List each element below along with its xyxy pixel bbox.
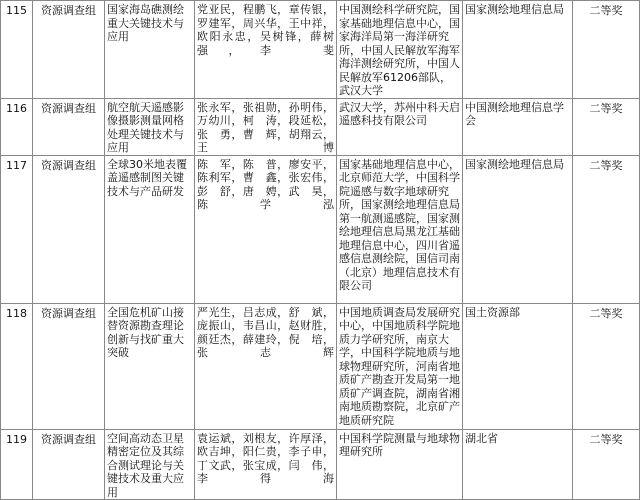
table-row <box>1 429 640 500</box>
group-cell: 资源调查组 <box>33 1 105 99</box>
units-cell: 中国测绘科学研究院，国家基础地理信息中心，国家海洋局第一海洋研究所，中国人民解放军海军海洋测绘研究所，中国人民解放军61206部队，武汉大学 <box>337 1 463 99</box>
recommender-cell: 国家测绘地理信息局 <box>463 1 573 99</box>
row-number: 117 <box>1 155 33 303</box>
units-cell: 中国地质调查局发展研究中心，中国地质科学院地质力学研究所，南京大学，中国科学院地质与地球物理研究所，河南省地质矿产勘查开发局第一地质矿产调查院，湖南省湘南地质勘察院，北京矿产地质研究院 <box>337 303 463 429</box>
prize-cell: 二等奖 <box>573 1 640 99</box>
project-cell: 空间高动态卫星精密定位及其综合测试理论与关键技术及重大应用 <box>105 429 195 500</box>
prize-cell: 二等奖 <box>573 429 640 500</box>
row-number: 118 <box>1 303 33 429</box>
units-cell: 武汉大学，苏州中科天启遥感科技有限公司 <box>337 98 463 155</box>
persons-cell: 严光生，吕志成，舒 斌，庞振山，韦昌山，赵财胜，颜廷杰，薛建玲，倪 培，张志辉 <box>195 303 337 429</box>
project-cell: 国家海岛礁测绘重大关键技术与应用 <box>105 1 195 99</box>
recommender-cell: 国家测绘地理信息局 <box>463 155 573 303</box>
table-row <box>1 98 640 155</box>
group-cell: 资源调查组 <box>33 155 105 303</box>
units-cell: 国家基础地理信息中心，北京师范大学，中国科学院遥感与数字地球研究所，国家测绘地理信息局第一航测遥感院，国家测绘地理信息局黑龙江基础地理信息中心，四川省遥感信息测绘院，国信司南（北京）地理信息技术有限公司 <box>337 155 463 303</box>
recommender-cell: 国土资源部 <box>463 303 573 429</box>
table-row <box>1 155 640 303</box>
row-number: 115 <box>1 1 33 99</box>
persons-cell: 张永军，张祖勋，孙明伟，万幼川，柯 涛，段延松，张 勇，曹 辉，胡翔云，王 博 <box>195 98 337 155</box>
recommender-cell: 湖北省 <box>463 429 573 500</box>
persons-cell: 袁运斌，刘根友，许厚泽，欧吉坤，阳仁贵，李子申，丁文武，张宝成，闫 伟，李得海 <box>195 429 337 500</box>
table-row <box>1 303 640 429</box>
row-number: 116 <box>1 98 33 155</box>
project-cell: 全球30米地表覆盖遥感制图关键技术与产品研发 <box>105 155 195 303</box>
units-cell: 中国科学院测量与地球物理研究所 <box>337 429 463 500</box>
recommender-cell: 中国测绘地理信息学会 <box>463 98 573 155</box>
group-cell: 资源调查组 <box>33 303 105 429</box>
project-cell: 航空航天遥感影像摄影测量网格处理关键技术与应用 <box>105 98 195 155</box>
group-cell: 资源调查组 <box>33 98 105 155</box>
group-cell: 资源调查组 <box>33 429 105 500</box>
persons-cell: 陈 军，陈 普，廖安平，陈利军，曹 鑫，张宏伟，彭 舒，唐 娉，武 昊，陈学泓 <box>195 155 337 303</box>
table-row <box>1 1 640 99</box>
project-cell: 全国危机矿山接替资源勘查理论创新与找矿重大突破 <box>105 303 195 429</box>
prize-cell: 二等奖 <box>573 303 640 429</box>
prize-cell: 二等奖 <box>573 155 640 303</box>
persons-cell: 党亚民，程鹏飞，章传银，罗建军，周兴华，王中祥，欧阳永忠，吴树锋，薛树强，李 斐 <box>195 1 337 99</box>
prize-cell: 二等奖 <box>573 98 640 155</box>
row-number: 119 <box>1 429 33 500</box>
